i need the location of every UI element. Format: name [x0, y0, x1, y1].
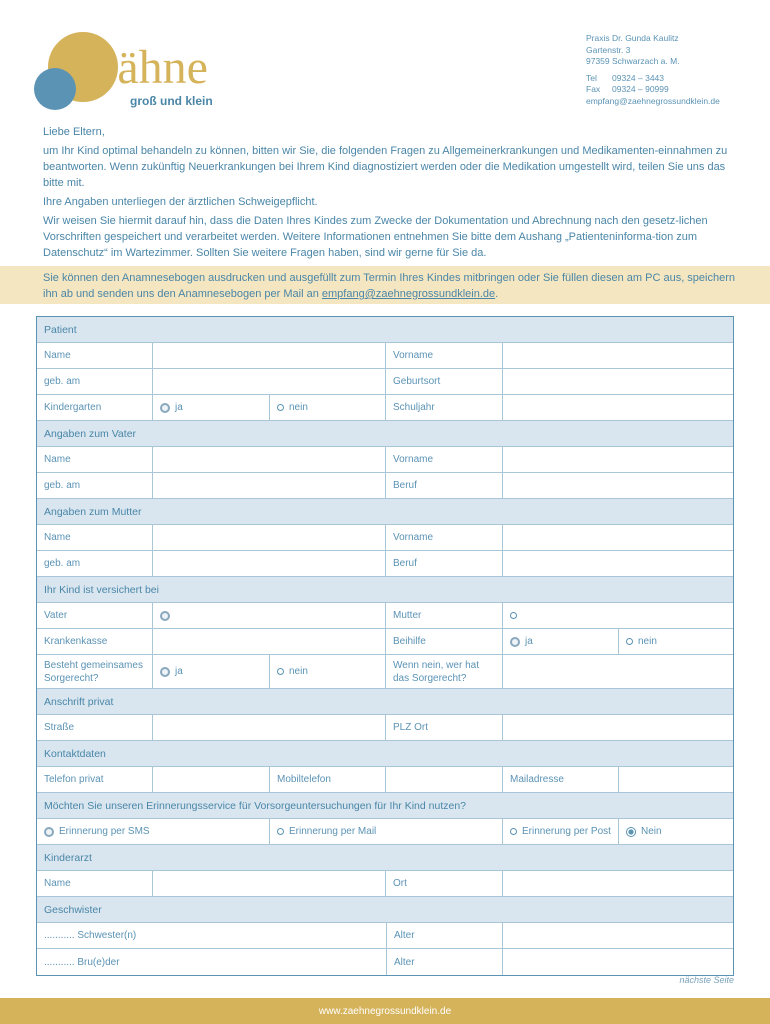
option-label: Erinnerung per Mail — [289, 826, 377, 837]
table-row — [37, 715, 733, 741]
option-label: ja — [175, 666, 183, 677]
kinderarzt-name-field[interactable] — [153, 871, 386, 896]
practice-city: 97359 Schwarzach a. M. — [586, 56, 680, 66]
next-page-note: nächste Seite — [679, 975, 734, 985]
section-title: Kontaktdaten — [44, 747, 106, 760]
patient-name-field[interactable] — [153, 343, 386, 368]
beihilfe-ja-option[interactable] — [503, 629, 619, 654]
telefon-label: Telefon privat — [37, 767, 153, 792]
table-row — [37, 447, 733, 473]
logo-wordmark: Zähne — [88, 41, 208, 94]
table-row — [37, 369, 733, 395]
versichert-mutter-option[interactable] — [503, 603, 735, 628]
option-label: ja — [525, 636, 533, 647]
option-label: Nein — [641, 826, 662, 837]
practice-name: Praxis Dr. Gunda Kaulitz — [586, 33, 679, 43]
fax-label: Fax — [586, 84, 601, 94]
radio-icon[interactable] — [160, 403, 170, 413]
info-banner-text — [43, 270, 743, 302]
mutter-vorname-label: Vorname — [386, 525, 503, 550]
option-label: nein — [289, 666, 308, 677]
table-row — [37, 629, 733, 655]
patient-geburtsort-field[interactable] — [503, 369, 735, 394]
kindergarten-label: Kindergarten — [37, 395, 153, 420]
table-row — [37, 871, 733, 897]
kinderarzt-ort-field[interactable] — [503, 871, 735, 896]
bruder-field[interactable]: ........... Bru(e)der — [37, 949, 387, 975]
table-row — [37, 603, 733, 629]
logo-tagline: groß und klein — [130, 94, 213, 108]
schwester-field[interactable]: ........... Schwester(n) — [37, 923, 387, 948]
telefon-field[interactable] — [153, 767, 270, 792]
section-geschwister-header — [37, 897, 733, 923]
vater-vorname-label: Vorname — [386, 447, 503, 472]
section-mutter-header — [37, 499, 733, 525]
table-row — [37, 551, 733, 577]
schwester-alter-label: Alter — [387, 923, 503, 948]
table-row — [37, 923, 733, 949]
footer-website: www.zaehnegrossundklein.de — [0, 998, 770, 1024]
strasse-label: Straße — [37, 715, 153, 740]
wenn-nein-label: Wenn nein, wer hat das Sorgerecht? — [386, 655, 503, 688]
mutter-geb-field[interactable] — [153, 551, 386, 576]
section-erinnerung-header — [37, 793, 733, 819]
kinderarzt-ort-label: Ort — [386, 871, 503, 896]
banner-email-link[interactable]: empfang@zaehnegrossundklein.de — [321, 288, 496, 300]
anamnesis-form — [36, 316, 734, 976]
table-row — [37, 473, 733, 499]
radio-icon[interactable] — [626, 638, 633, 645]
schuljahr-field[interactable] — [503, 395, 735, 420]
kindergarten-ja-option[interactable] — [153, 395, 270, 420]
practice-email: empfang@zaehnegrossundklein.de — [586, 95, 720, 106]
intro-text — [43, 124, 735, 264]
logo-blue-circle — [34, 68, 76, 110]
table-row — [37, 395, 733, 421]
radio-icon[interactable] — [277, 668, 284, 675]
section-title: Ihr Kind ist versichert bei — [44, 583, 159, 596]
vater-vorname-field[interactable] — [503, 447, 735, 472]
mobil-field[interactable] — [386, 767, 503, 792]
section-title: Angaben zum Vater — [44, 427, 137, 440]
practice-logo — [34, 32, 224, 112]
intro-paragraph-3: Wir weisen Sie hiermit darauf hin, dass die Daten Ihres Kindes zum Zwecke der Dokumentation und Abrechnung nach den gesetz-lichen Vorschriften gespeichert und verarbeitet werden. Weitere Informationen entnehmen Sie bitte dem Aushang „Patienteninforma-tion zum Datenschutz“ im Wartezimmer. Sollten Sie weitere Fragen haben, sind wir gerne für Sie da. — [43, 215, 708, 259]
vater-name-label: Name — [37, 447, 153, 472]
practice-street: Gartenstr. 3 — [586, 44, 631, 55]
section-kinderarzt-header — [37, 845, 733, 871]
table-row — [37, 525, 733, 551]
section-title: Möchten Sie unseren Erinnerungsservice für Vorsorgeuntersuchungen für Ihr Kind nutzen? — [44, 799, 466, 812]
radio-icon[interactable] — [510, 637, 520, 647]
versichert-vater-label: Vater — [37, 603, 153, 628]
schwester-alter-field[interactable] — [503, 923, 735, 948]
vater-beruf-label: Beruf — [386, 473, 503, 498]
bruder-alter-label: Alter — [387, 949, 503, 975]
beihilfe-label: Beihilfe — [386, 629, 503, 654]
bruder-alter-field[interactable] — [503, 949, 735, 975]
strasse-field[interactable] — [153, 715, 386, 740]
mutter-geb-label: geb. am — [37, 551, 153, 576]
patient-vorname-label: Vorname — [386, 343, 503, 368]
mail-field[interactable] — [619, 767, 735, 792]
section-anschrift-header — [37, 689, 733, 715]
mutter-name-field[interactable] — [153, 525, 386, 550]
radio-icon[interactable] — [277, 404, 284, 411]
section-title: Geschwister — [44, 903, 102, 916]
greeting: Liebe Eltern, — [43, 126, 105, 138]
patient-geburtsort-label: Geburtsort — [386, 369, 503, 394]
vater-geb-field[interactable] — [153, 473, 386, 498]
versichert-vater-option[interactable] — [153, 603, 386, 628]
patient-geb-label: geb. am — [37, 369, 153, 394]
versichert-mutter-label: Mutter — [386, 603, 503, 628]
fax-number: 09324 – 90999 — [612, 84, 669, 94]
mutter-beruf-label: Beruf — [386, 551, 503, 576]
section-title: Angaben zum Mutter — [44, 505, 142, 518]
wenn-nein-field[interactable] — [503, 655, 735, 688]
banner-message: Sie können den Anamnesebogen ausdrucken und ausgefüllt zum Termin Ihres Kindes mitbringen oder Sie füllen diesen am PC aus, speichern ihn ab und senden uns den Anamnesebogen per Mail an — [43, 272, 735, 300]
radio-selected-icon[interactable] — [626, 827, 636, 837]
erinnerung-mail-option[interactable] — [270, 819, 503, 844]
section-versichert-header — [37, 577, 733, 603]
table-row — [37, 655, 733, 689]
table-row — [37, 767, 733, 793]
option-label: Erinnerung per Post — [522, 826, 611, 837]
banner-end: . — [495, 288, 499, 300]
erinnerung-nein-option[interactable] — [619, 819, 735, 844]
section-kontakt-header — [37, 741, 733, 767]
erinnerung-sms-option[interactable] — [37, 819, 270, 844]
beihilfe-nein-option[interactable] — [619, 629, 735, 654]
patient-geb-field[interactable] — [153, 369, 386, 394]
plz-ort-field[interactable] — [503, 715, 735, 740]
mobil-label: Mobiltelefon — [270, 767, 386, 792]
krankenkasse-field[interactable] — [153, 629, 386, 654]
sorgerecht-nein-option[interactable] — [270, 655, 386, 688]
plz-ort-label: PLZ Ort — [386, 715, 503, 740]
section-vater-header — [37, 421, 733, 447]
patient-vorname-field[interactable] — [503, 343, 735, 368]
vater-beruf-field[interactable] — [503, 473, 735, 498]
kinderarzt-name-label: Name — [37, 871, 153, 896]
schuljahr-label: Schuljahr — [386, 395, 503, 420]
section-title: Kinderarzt — [44, 851, 92, 864]
mail-label: Mailadresse — [503, 767, 619, 792]
radio-icon[interactable] — [510, 612, 517, 619]
option-label: Erinnerung per SMS — [59, 826, 150, 837]
table-row — [37, 343, 733, 369]
tel-label: Tel — [586, 72, 597, 83]
practice-address — [586, 33, 720, 107]
vater-geb-label: geb. am — [37, 473, 153, 498]
kindergarten-nein-option[interactable] — [270, 395, 386, 420]
sorgerecht-ja-option[interactable] — [153, 655, 270, 688]
section-title: Patient — [44, 323, 77, 336]
radio-icon[interactable] — [44, 827, 54, 837]
radio-icon[interactable] — [160, 611, 170, 621]
sorgerecht-label: Besteht gemeinsames Sorgerecht? — [37, 655, 153, 688]
intro-paragraph-1: um Ihr Kind optimal behandeln zu können, bitten wir Sie, die folgenden Fragen zu Allgemeinerkrankungen und Medikamenten-einnahmen zu beantworten. Wenn zukünftig Neuerkrankungen bei Ihrem Kind diagnostiziert werden oder die Medikation umgestellt wird, teilen Sie uns das bitte mit. — [43, 145, 728, 189]
section-title: Anschrift privat — [44, 695, 114, 708]
table-row — [37, 819, 733, 845]
mutter-vorname-field[interactable] — [503, 525, 735, 550]
table-row — [37, 949, 733, 975]
radio-icon[interactable] — [277, 828, 284, 835]
option-label: nein — [638, 636, 657, 647]
option-label: nein — [289, 402, 308, 413]
radio-icon[interactable] — [160, 667, 170, 677]
option-label: ja — [175, 402, 183, 413]
radio-icon[interactable] — [510, 828, 517, 835]
vater-name-field[interactable] — [153, 447, 386, 472]
section-patient-header — [37, 317, 733, 343]
mutter-name-label: Name — [37, 525, 153, 550]
tel-number: 09324 – 3443 — [612, 72, 664, 83]
krankenkasse-label: Krankenkasse — [37, 629, 153, 654]
erinnerung-post-option[interactable] — [503, 819, 619, 844]
mutter-beruf-field[interactable] — [503, 551, 735, 576]
intro-paragraph-2: Ihre Angaben unterliegen der ärztlichen Schweigepflicht. — [43, 196, 318, 208]
patient-name-label: Name — [37, 343, 153, 368]
